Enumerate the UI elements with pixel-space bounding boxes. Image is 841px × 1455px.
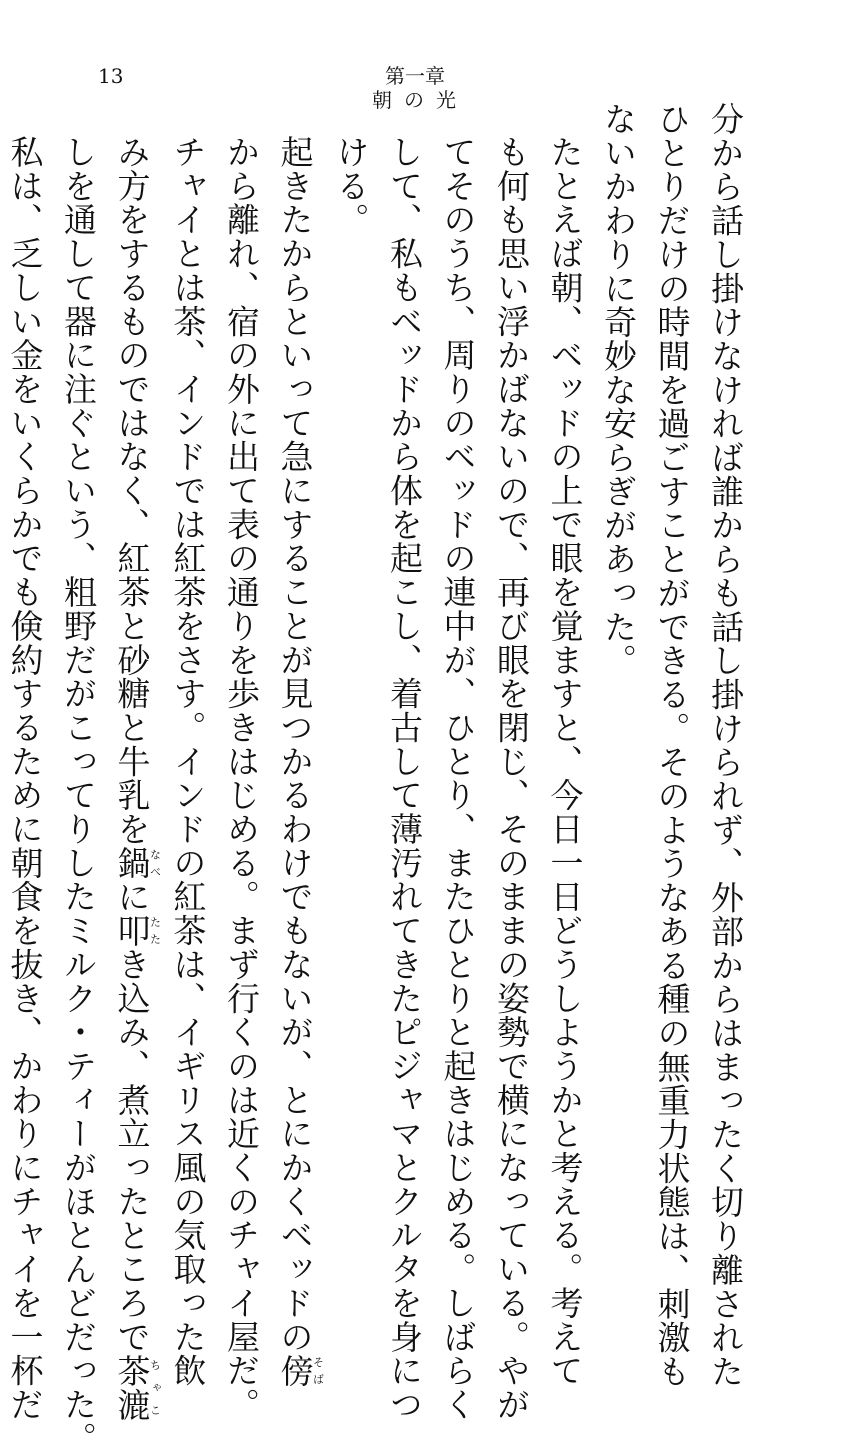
ruby-base: 叩 [112,913,152,948]
ruby-annotation [112,1353,162,1422]
ruby-annotation [112,913,162,948]
ruby-base: 茶漉 [112,1353,152,1422]
text-line: も何も思い浮かばないので、再び眼を閉じ、そのままの姿勢で横になっている。やが [492,135,531,1422]
text-line: チャイとは茶、インドでは紅茶をさす。インドの紅茶は、イギリス風の気取った飲 [168,135,208,1388]
ruby-base: 鍋 [112,845,152,880]
text-line: ひとりだけの時間を過ごすことができる。そのようなある種の無重力状態は、刺激も [652,102,692,1389]
text-line: 私は、乏しい金をいくらかでも倹約するために朝食を抜き、かわりにチャイを一杯だ [5,135,45,1422]
text-line: ないかわりに奇妙な安らぎがあった。 [599,102,638,678]
page-number: 13 [98,64,124,88]
text-line [268,102,325,1388]
text-line: てそのうち、周りのベッドの連中が、ひとり、またひとりと起きはじめる。しばらく [438,135,478,1422]
text-line: から離れ、宿の外に出て表の通りを歩きはじめる。まず行くのは近くのチャイ屋だ。 [222,135,261,1422]
ruby-annotation [112,845,162,880]
text-line [105,102,162,1422]
text-segment: 起きたからといって急にすることが見つかるわけでもないが、とにかくベッドの [275,135,315,1354]
paragraph-3 [215,102,325,1422]
text-segment: き込み、煮立ったところで [112,947,152,1354]
text-line: しを通して器に注ぐという、粗野だがこってりしたミルク・ティーがほとんどだった。 [59,135,98,1455]
text-line: ける。 [331,135,371,237]
ruby-base: 傍 [275,1353,315,1388]
ruby-reading: そば [311,1353,325,1388]
paragraph-2 [324,102,592,1422]
text-line: 分から話し掛けなければ誰からも話し掛けられず、外部からはまったく切り離された [706,102,745,1389]
chapter-title: 朝の光 [372,88,468,112]
ruby-reading: たた [148,913,162,948]
text-segment: み方をするものではなく、紅茶と砂糖と牛乳を [112,135,152,846]
text-line: たとえば朝、ベッドの上で眼を覚ますと、今日一日どうしようかと考える。考えて [545,135,585,1388]
paragraph-4 [0,102,215,1455]
ruby-reading: ちゃこ [148,1353,162,1422]
text-line: して、私もベッドから体を起こし、着古して薄汚れてきたピジャマとクルタを身につ [385,135,424,1422]
chapter-label: 第一章 [385,64,445,88]
body-text [5,102,752,1455]
ruby-annotation [275,1353,325,1388]
ruby-reading: なべ [148,845,162,880]
text-segment: に [112,879,152,914]
paragraph-1 [592,102,753,1389]
